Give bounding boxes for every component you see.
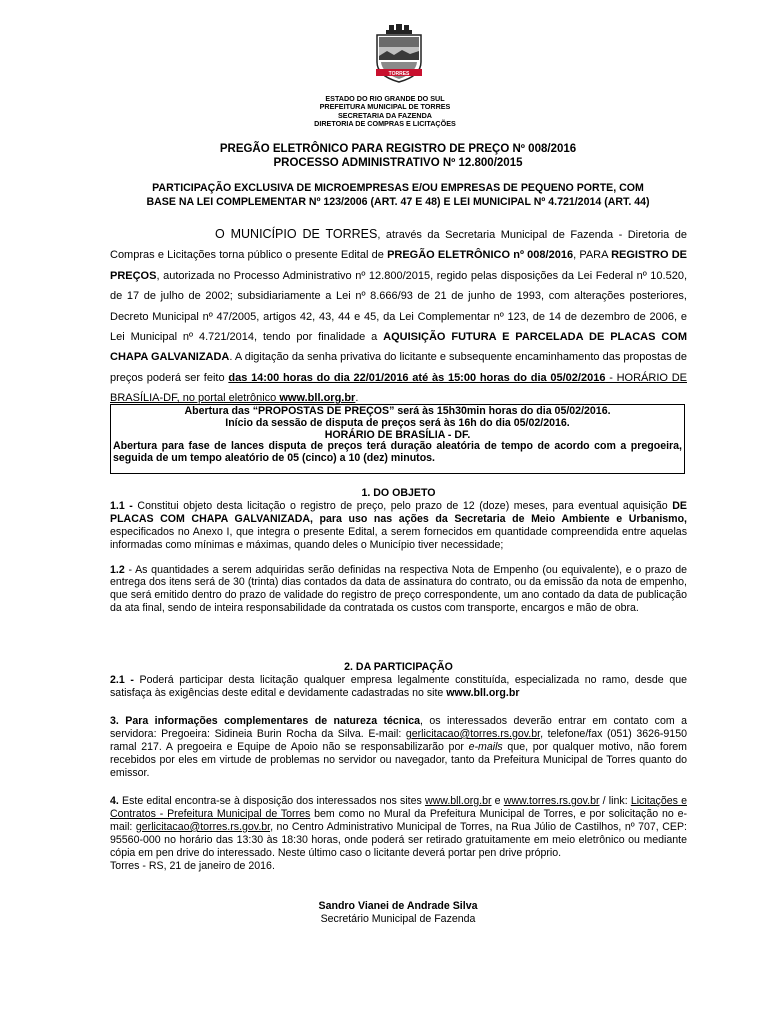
letterhead: [0, 95, 770, 128]
box-line-3: HORÁRIO DE BRASÍLIA - DF.: [324, 428, 471, 441]
section-3: [110, 715, 687, 780]
intro-pregao-number: PREGÃO ELETRÔNICO nº 008/2016: [387, 249, 574, 262]
bll-link[interactable]: www.bll.org.br: [446, 686, 520, 699]
section-disponibilidade: [110, 795, 687, 872]
intro-prazo: das 14:00 horas do dia 22/01/2016 até às 15:00 horas do dia 05/02/2016: [228, 371, 606, 384]
intro-text-2: , PARA: [573, 249, 612, 262]
subtitle-line-1: PARTICIPAÇÃO EXCLUSIVA DE MICROEMPRESAS E/OU EMPRESAS DE PEQUENO PORTE, COM: [152, 182, 644, 194]
emails-italic: e-mails: [468, 740, 503, 753]
torres-site-link[interactable]: www.torres.rs.gov.br: [503, 795, 600, 807]
intro-municipio: O MUNICÍPIO DE TORRES: [215, 227, 378, 241]
section-2-heading: 2. DA PARTICIPAÇÃO: [344, 661, 453, 673]
item-text: e: [491, 795, 504, 807]
section-1-heading: 1. DO OBJETO: [361, 487, 436, 499]
section-4: [110, 795, 687, 860]
municipal-crest-icon: [372, 24, 426, 84]
item-text: que, por qualquer motivo, não forem recebidos por eles em virtude de problemas no servidor ou navegador, tanto da Prefeitura Municipal de Torres quanto do emissor.: [110, 740, 687, 779]
item-number: 4.: [110, 795, 119, 807]
section-2-1: [110, 674, 687, 700]
email-link[interactable]: gerlicitacao@torres.rs.gov.br: [405, 727, 541, 740]
place-date: Torres - RS, 21 de janeiro de 2016.: [110, 859, 275, 872]
intro-text-3: , autorizada no Processo Administrativo nº 12.800/2015, regido pelas disposições da Lei Federal nº 10.520, de 17 de julho de 2002; subsidiariamente a Lei nº 8.666/93 de 21 de junho de 1993, com alterações posteriores, Decreto Municipal nº 47/2005, artigos 42, 43, 44 e 45, da Lei Complementar nº 123, de 14 de dezembro de 2006, e Lei Municipal nº 4.721/2014, tendo por finalidade a: [110, 269, 687, 344]
signer-name: Sandro Vianei de Andrade Silva: [318, 900, 478, 912]
document-title: [0, 143, 770, 170]
document-subtitle: [0, 182, 770, 209]
letterhead-secretaria: SECRETARIA DA FAZENDA: [338, 110, 432, 120]
intro-registro-precos: REGISTRO DE PREÇOS: [110, 249, 687, 282]
item-text: Este edital encontra-se à disposição dos interessados nos sites: [118, 795, 425, 807]
crest-ribbon-text: TORRES: [388, 70, 410, 77]
licitacoes-link[interactable]: Licitações e Contratos - Prefeitura Municipal de Torres: [110, 795, 687, 820]
item-text: Constitui objeto desta licitação o registro de preço, pelo prazo de 12 (doze) meses, para eventual aquisição: [132, 499, 673, 512]
intro-text-1: , através da Secretaria Municipal de Fazenda - Diretoria de Compras e Licitações torna público o presente Edital de: [110, 229, 687, 262]
item-text: - As quantidades a serem adquiridas serão definidas na respectiva Nota de Empenho (ou equivalente), e o prazo de entrega dos itens será de 30 (trinta) dias contados da data de assinatura do contrato, ou da emissão da nota de empenho, que será emitido dentro do prazo de validade do registro de preço correspondente, um ano contado da data de publicação da ata final, sendo de inteira responsabilidade da contratada os custos com transporte, encargos e mão de obra.: [110, 563, 687, 615]
letterhead-diretoria: DIRETORIA DE COMPRAS E LICITAÇÕES: [314, 118, 456, 128]
subtitle-line-2: BASE NA LEI COMPLEMENTAR Nº 123/2006 (ART. 47 E 48) E LEI MUNICIPAL Nº 4.721/2014 (ART. 44): [146, 195, 650, 208]
item-number: 1.2: [110, 563, 125, 576]
letterhead-state: ESTADO DO RIO GRANDE DO SUL: [325, 94, 445, 103]
intro-portal-link[interactable]: www.bll.org.br: [279, 392, 356, 405]
signer-role: Secretário Municipal de Fazenda: [320, 912, 476, 925]
item-text: especificados no Anexo I, que integra o presente Edital, a serem fornecidos em quantidade compreendida entre aquelas informadas como mínimas e máximas, quando deles o Município tiver necessidade;: [110, 525, 687, 551]
item-text: Poderá participar desta licitação qualquer empresa legalmente constituída, especializada no ramo, desde que satisfaça às exigências deste edital e devidamente cadastradas no site: [110, 673, 687, 699]
title-line-2: PROCESSO ADMINISTRATIVO Nº 12.800/2015: [273, 156, 523, 169]
email-link[interactable]: gerlicitacao@torres.rs.gov.br: [135, 820, 271, 833]
item-text: , os interessados deverão entrar em contato com a servidora: Pregoeira: Sidineia Burin Rocha da Silva. E-mail:: [110, 715, 688, 740]
bll-site-link[interactable]: www.bll.org.br: [424, 795, 492, 807]
title-line-1: PREGÃO ELETRÔNICO PARA REGISTRO DE PREÇO Nº 008/2016: [219, 143, 577, 155]
spacer: [110, 552, 687, 564]
intro-paragraph: [110, 224, 687, 409]
item-text: , telefone/fax (051) 3626-9150 ramal 217. A pregoeira e Equipe de Apoio não se responsabilizarão por: [110, 727, 687, 753]
item-text: / link:: [599, 795, 631, 807]
section-objeto: [110, 487, 687, 615]
box-line-1: Abertura das “PROPOSTAS DE PREÇOS” será às 15h30min horas do dia 05/02/2016.: [184, 405, 611, 417]
intro-objeto: AQUISIÇÃO FUTURA E PARCELADA DE PLACAS COM CHAPA GALVANIZADA: [110, 331, 687, 364]
letterhead-prefeitura: PREFEITURA MUNICIPAL DE TORRES: [319, 102, 451, 112]
section-3-lead: 3. Para informações complementares de natureza técnica: [110, 715, 421, 727]
section-1-2: [110, 564, 687, 616]
section-informacoes: [110, 715, 687, 780]
item-number: 1.1 -: [110, 499, 133, 512]
opening-schedule-box: [110, 404, 685, 474]
box-line-2: Início da sessão de disputa de preços será às 16h do dia 05/02/2016.: [225, 416, 570, 429]
intro-text-4: . A digitação da senha privativa do licitante e subsequente encaminhamento das propostas de preços poderá ser feito: [110, 351, 687, 384]
signature-block: [0, 900, 770, 926]
box-line-4: Abertura para fase de lances disputa de preços terá duração aleatória de tempo de acordo com a pregoeira, seguida de um tempo aleatório de 05 (cinco) a 10 (dez) minutos.: [113, 440, 682, 465]
section-participacao: [110, 661, 687, 700]
item-text: , no Centro Administrativo Municipal de Torres, na Rua Júlio de Castilhos, nº 707, CEP: 95560-000 no horário das 13:30 às 18:30 horas, onde poderá ser retirado gratuitamente em meio eletrônico ou mediante cópia em pen drive do interessado. Neste último caso o licitante deverá portar pen drive próprio.: [110, 820, 687, 859]
item-text: bem como no Mural da Prefeitura Municipal de Torres, e por solicitação no e-mail:: [110, 807, 688, 833]
section-1-1: [110, 500, 687, 552]
item-number: 2.1 -: [110, 673, 134, 686]
intro-horario: - HORÁRIO DE BRASÍLIA-DF, no portal eletrônico: [110, 371, 687, 405]
item-bold-text: DE PLACAS COM CHAPA GALVANIZADA, para uso nas ações da Secretaria de Meio Ambiente e Urbanismo,: [110, 499, 687, 525]
intro-text-5: .: [355, 392, 359, 405]
